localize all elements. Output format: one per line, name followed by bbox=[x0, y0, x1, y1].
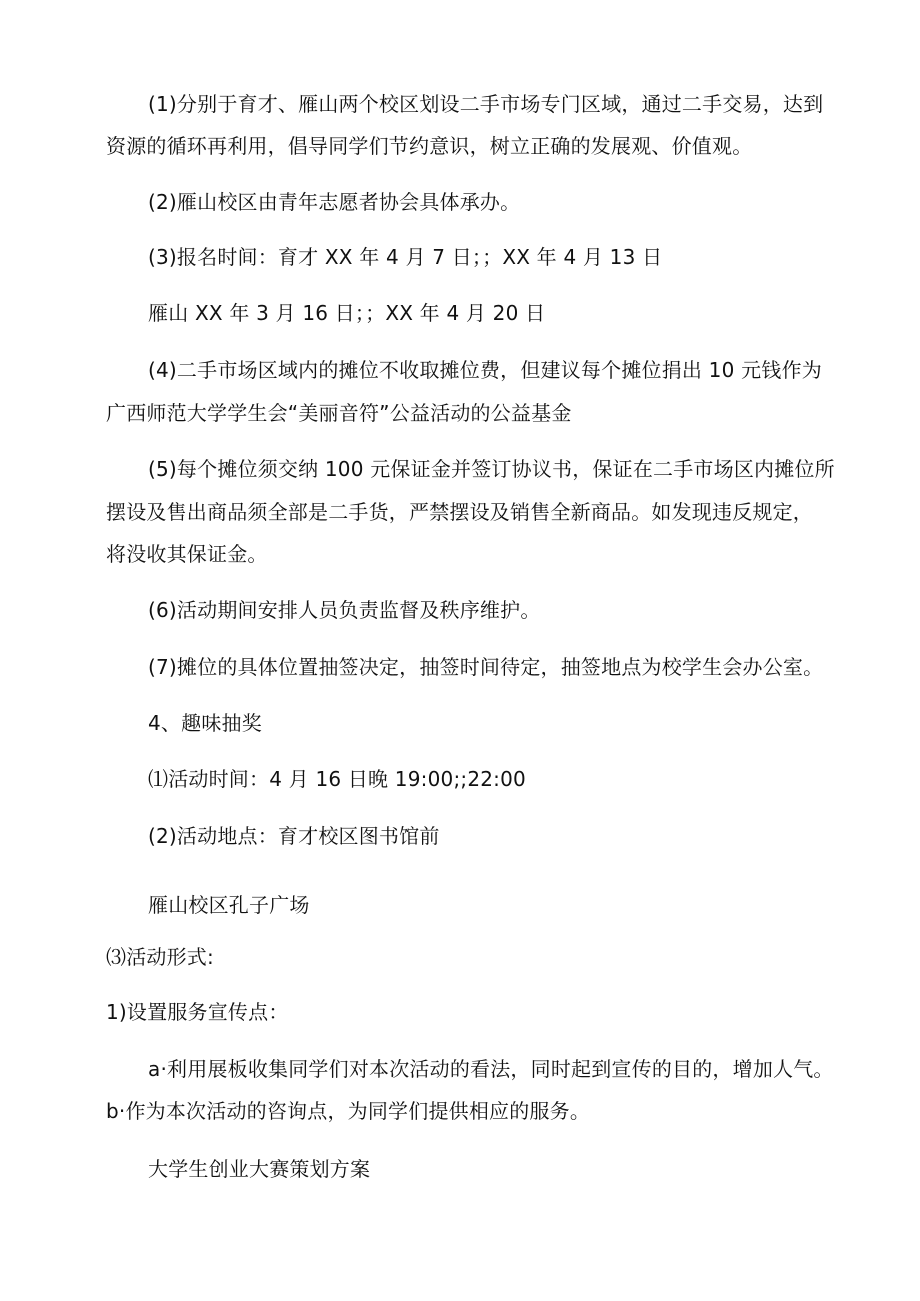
paragraph-5-line-2: 摆设及售出商品须全部是二手货，严禁摆设及销售全新商品。如发现违反规定， bbox=[106, 500, 813, 524]
paragraph-5-line-3: 将没收其保证金。 bbox=[106, 542, 268, 566]
paragraph-7: (7)摊位的具体位置抽签决定，抽签时间待定，抽签地点为校学生会办公室。 bbox=[148, 655, 824, 679]
service-point-b: b·作为本次活动的咨询点，为同学们提供相应的服务。 bbox=[106, 1099, 591, 1123]
paragraph-4-line-2: 广西师范大学学生会“美丽音符”公益活动的公益基金 bbox=[106, 401, 572, 425]
paragraph-3: (3)报名时间：育才 XX 年 4 月 7 日；；XX 年 4 月 13 日 bbox=[148, 245, 663, 269]
lottery-format: ⑶活动形式: bbox=[106, 945, 214, 969]
paragraph-4-line-1: (4)二手市场区域内的摊位不收取摊位费，但建议每个摊位捐出 10 元钱作为 bbox=[148, 358, 822, 382]
paragraph-1-line-1: (1)分别于育才、雁山两个校区划设二手市场专门区域，通过二手交易，达到 bbox=[148, 92, 824, 116]
section-heading-lottery: 4、趣味抽奖 bbox=[148, 711, 262, 735]
paragraph-3-yanshan: 雁山 XX 年 3 月 16 日；；XX 年 4 月 20 日 bbox=[148, 301, 546, 325]
service-point-heading: 1)设置服务宣传点： bbox=[106, 1000, 289, 1024]
lottery-location-yanshan: 雁山校区孔子广场 bbox=[148, 893, 310, 917]
next-section-title: 大学生创业大赛策划方案 bbox=[148, 1157, 371, 1181]
lottery-time: ⑴活动时间：4 月 16 日晚 19:00;;22:00 bbox=[148, 767, 526, 791]
lottery-location: (2)活动地点：育才校区图书馆前 bbox=[148, 824, 440, 848]
paragraph-1-line-2: 资源的循环再利用，倡导同学们节约意识，树立正确的发展观、价值观。 bbox=[106, 134, 753, 158]
paragraph-2: (2)雁山校区由青年志愿者协会具体承办。 bbox=[148, 190, 521, 214]
paragraph-6: (6)活动期间安排人员负责监督及秩序维护。 bbox=[148, 598, 541, 622]
service-point-a: a·利用展板收集同学们对本次活动的看法，同时起到宣传的目的，增加人气。 bbox=[148, 1057, 834, 1081]
paragraph-5-line-1: (5)每个摊位须交纳 100 元保证金并签订协议书，保证在二手市场区内摊位所 bbox=[148, 457, 835, 481]
